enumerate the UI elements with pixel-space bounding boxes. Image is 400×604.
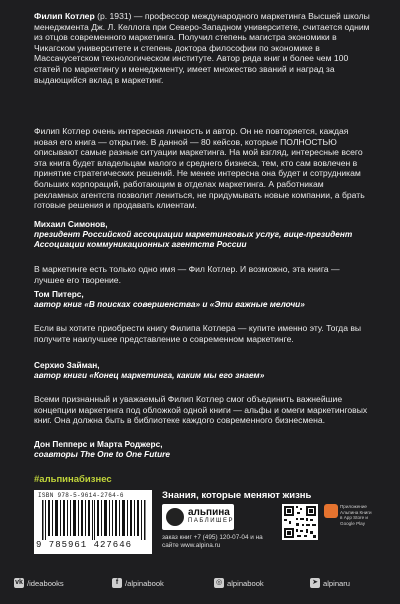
quote-peppers-author: Дон Пепперс и Марта Роджерс,: [34, 439, 163, 449]
author-bio-text: (р. 1931) — профессор международного маркетинга Высшей школы менеджмента Дж. Л. Келлога при Северо-Западном университете, считается одним из отцов современного маркетинга. Получил степень магистра экономики в Чикагском университете и степень доктора философии по экономике в Массачусетском технологическом институте. Автор ряда книг и более чем 100 статей по маркетингу и менеджменту, имеет множество званий и наград за выдающийся вклад в маркетинг.: [34, 11, 370, 85]
quote-peppers-role: соавторы The One to One Future: [34, 449, 170, 459]
quote-peppers-signature: [34, 439, 370, 459]
author-bio: [34, 11, 370, 85]
publisher-tagline: Знания, которые меняют жизнь: [162, 490, 312, 501]
quote-peters-signature: [34, 289, 370, 309]
quote-peters-author: Том Питерс,: [34, 289, 84, 299]
cover-bottom-block: [34, 486, 370, 568]
isbn-text: ISBN 978-5-9614-2764-6: [38, 492, 124, 499]
social-instagram-label: alpinabook: [227, 578, 264, 588]
quote-peters-role: автор книг «В поисках совершенства» и «Эти важные мелочи»: [34, 299, 305, 309]
publisher-logo-name: альпина: [188, 507, 230, 518]
social-facebook[interactable]: [112, 578, 164, 588]
social-facebook-label: /alpinabook: [125, 578, 164, 588]
author-name: Филип Котлер: [34, 11, 95, 21]
quote-peters-text: В маркетинге есть только одно имя — Фил Котлер. И возможно, эта книга — лучшее его творение.: [34, 264, 340, 285]
barcode-digits: 9 785961 427646: [36, 540, 133, 550]
instagram-icon: ◎: [215, 579, 223, 586]
facebook-icon: f: [112, 578, 122, 588]
app-icon: [324, 504, 338, 518]
social-links: [14, 578, 390, 592]
barcode-bars: [42, 500, 146, 540]
social-vk-label: /ideabooks: [27, 578, 64, 588]
publisher-logo-icon: [166, 508, 184, 526]
social-instagram[interactable]: [214, 578, 264, 588]
barcode: [34, 490, 152, 554]
vk-icon: vk: [15, 579, 23, 586]
quote-simonov-text: Филип Котлер очень интересная личность и автор. Он не повторяется, каждая новая его книга — открытие. В данной — 80 кейсов, которые ПОЛНОСТЬЮ описывают самые разные ситуации маркетинга. На мой взгляд, интересные всего эта книга будет владельцам малого и среднего бизнеса, тем, кто сам вовлечен в принятие стратегических решений. Не менее интересна она будет и сотрудникам больших корпораций, работающим в отделах маркетинга. А работникам рекламных агентств позволит лениться, не придумывать новые компании, а брать готовые решения и продавать клиентам.: [34, 126, 365, 211]
app-promo-text: Приложение Альпина Книги в App Store и Google Play: [340, 504, 372, 526]
quote-peppers-text: Всеми признанный и уважаемый Филип Котлер смог объединить важнейшие концепции маркетинга под обложкой одной книги — альфы и омеги маркетинговых книг. Она должна быть в библиотеке каждого современного бизнесмена.: [34, 394, 368, 426]
quote-simonov-author: Михаил Симонов,: [34, 219, 108, 229]
qr-code-icon: [282, 504, 318, 540]
quote-zyman-text: Если вы хотите приобрести книгу Филипа Котлера — купите именно эту. Тогда вы получите наилучшее представление о современном маркетинге.: [34, 323, 362, 344]
app-promo: [324, 504, 370, 540]
social-telegram[interactable]: [310, 578, 350, 588]
quote-simonov-role: президент Российской ассоциации маркетинговых услуг, вице-президент Ассоциации коммуникационных агентств России: [34, 229, 353, 249]
quote-zyman-author: Серхио Займан,: [34, 360, 100, 370]
social-vk[interactable]: [14, 578, 64, 588]
order-info: заказ книг +7 (495) 120-07-04 и на сайте www.alpina.ru: [162, 534, 263, 549]
publisher-logo: [162, 504, 234, 530]
quote-simonov-signature: [34, 219, 370, 249]
publisher-logo-sub: ПАБЛИШЕР: [188, 518, 235, 524]
social-telegram-label: alpinaru: [323, 578, 351, 588]
telegram-icon: ➤: [310, 578, 320, 588]
hashtag: #альпинабизнес: [34, 474, 112, 485]
quote-zyman-signature: [34, 360, 370, 380]
quote-zyman-role: автор книги «Конец маркетинга, каким мы его знаем»: [34, 370, 265, 380]
